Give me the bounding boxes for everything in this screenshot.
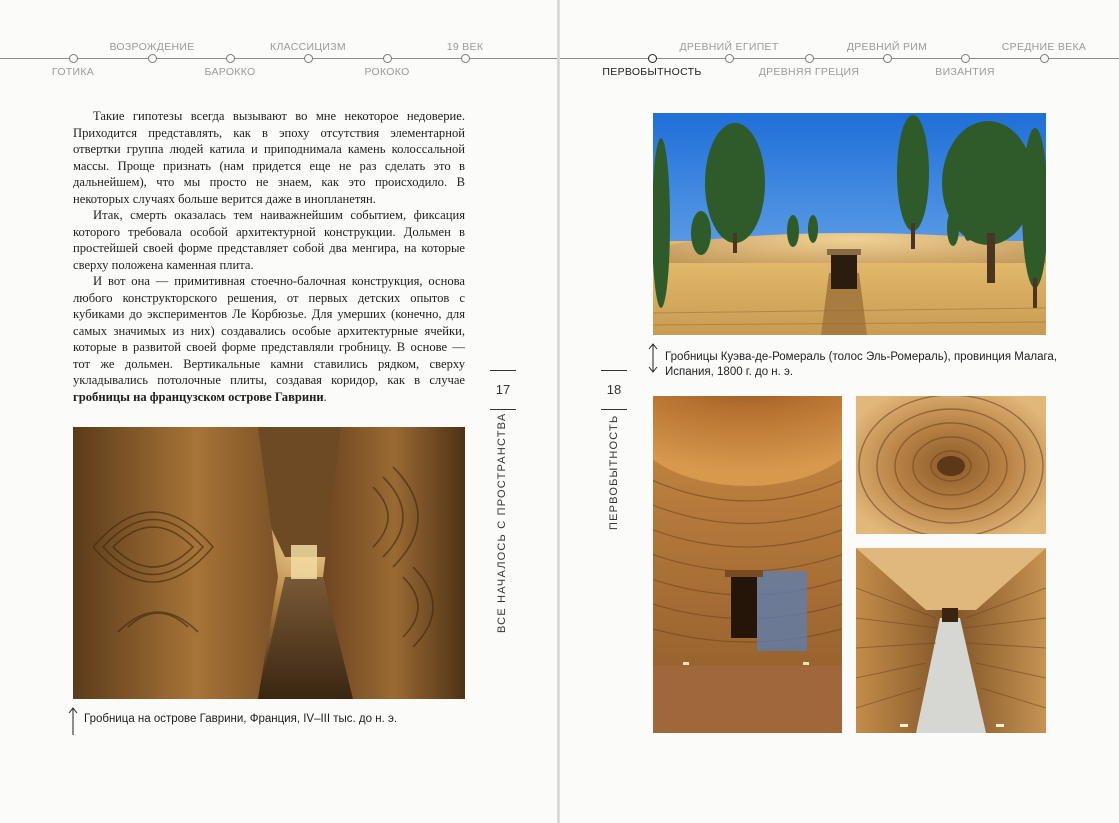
body-text [73, 108, 465, 405]
photo-caption: Гробница на острове Гаврини, Франция, IV–III тыс. до н. э. [84, 713, 398, 725]
dome-ceiling-photo [856, 396, 1046, 534]
timeline-dot [226, 54, 235, 63]
arrow-updown-icon [647, 342, 659, 374]
timeline-dot [148, 54, 157, 63]
timeline-label: ВИЗАНТИЯ [935, 66, 995, 78]
timeline-label: РОКОКО [364, 66, 410, 78]
timeline-dot [725, 54, 734, 63]
paragraph-3-text: И вот она — примитивная стоечно-балочная конструкция, основа любого конструкторского решения, от первых детских опытов с кубиками до экспериментов Ле Корбюзье. Для умерших (конечно, для самых значимых из них) создавались особые архитектурные ячейки, которые в развитой своей форме представляли гробницу. В основе — тот же дольмен. Вертикальные камни ставились рядком, сверху укладывались потолочные плиты, создавая коридор, как в случае [73, 274, 465, 387]
timeline-dot [1040, 54, 1049, 63]
timeline-label: ДРЕВНИЙ ЕГИПЕТ [679, 41, 779, 53]
paragraph-1: Такие гипотезы всегда вызывают во мне некоторое недоверие. Приходится представлять, как в эпоху отсутствия элементарной отвертки группа людей катила и приподнимала камень колоссальной массы. Проще признать (нам придется еще не раз сделать это в дальнейшем), что мы просто не знаем, как это происходило. В некоторых случаях больше верится даже в инопланетян. [73, 109, 465, 206]
timeline-dot [304, 54, 313, 63]
page-number-rule-top [601, 370, 627, 371]
timeline-dot [461, 54, 470, 63]
running-title: ВСЕ НАЧАЛОСЬ С ПРОСТРАНСТВА [496, 412, 508, 633]
timeline-dot [383, 54, 392, 63]
corridor-photo [856, 548, 1046, 733]
romeral-exterior-photo [653, 113, 1046, 335]
timeline-label: ДРЕВНЯЯ ГРЕЦИЯ [758, 66, 860, 78]
timeline-label: ГОТИКА [51, 66, 95, 78]
left-page [0, 0, 558, 823]
page-number: 18 [606, 382, 622, 397]
timeline-dot [69, 54, 78, 63]
page-number-rule-top [490, 370, 516, 371]
timeline-label: СРЕДНИЕ ВЕКА [1001, 41, 1087, 53]
paragraph-3 [73, 273, 465, 405]
arrow-up-icon [67, 706, 79, 736]
timeline-label: ВОЗРОЖДЕНИЕ [109, 41, 195, 53]
timeline-label: ДРЕВНИЙ РИМ [846, 41, 928, 53]
timeline-dot [805, 54, 814, 63]
paragraph-2: Итак, смерть оказалась тем наиважнейшим событием, фиксация которого требовала особой архитектурной конструкции. Дольмен в простейшей своей форме представляет собой два менгира, на которые сверху положена каменная плита. [73, 208, 465, 272]
page-number-rule-bottom [490, 409, 516, 410]
timeline-label: КЛАССИЦИЗМ [270, 41, 346, 53]
timeline-label: 19 ВЕК [446, 41, 484, 53]
photo-caption: Гробницы Куэва-де-Ромераль (толос Эль-Ромераль), провинция Малага, Испания, 1800 г. до н. э. [665, 351, 1058, 378]
tholos-interior-photo [653, 396, 842, 733]
gavrinis-tomb-photo [73, 427, 465, 699]
paragraph-3-bold: гробницы на французском острове Гаврини [73, 389, 324, 404]
running-title: ПЕРВОБЫТНОСТЬ [608, 414, 620, 530]
page-number: 17 [495, 382, 511, 397]
page-number-rule-bottom [601, 409, 627, 410]
timeline-label: БАРОККО [204, 66, 256, 78]
timeline-label: ПЕРВОБЫТНОСТЬ [602, 66, 702, 78]
timeline-line [0, 58, 558, 59]
right-page [560, 0, 1119, 823]
timeline-line [560, 58, 1119, 59]
paragraph-3-end: . [323, 389, 327, 404]
timeline-dot [648, 54, 657, 63]
timeline-dot [883, 54, 892, 63]
timeline-dot [961, 54, 970, 63]
